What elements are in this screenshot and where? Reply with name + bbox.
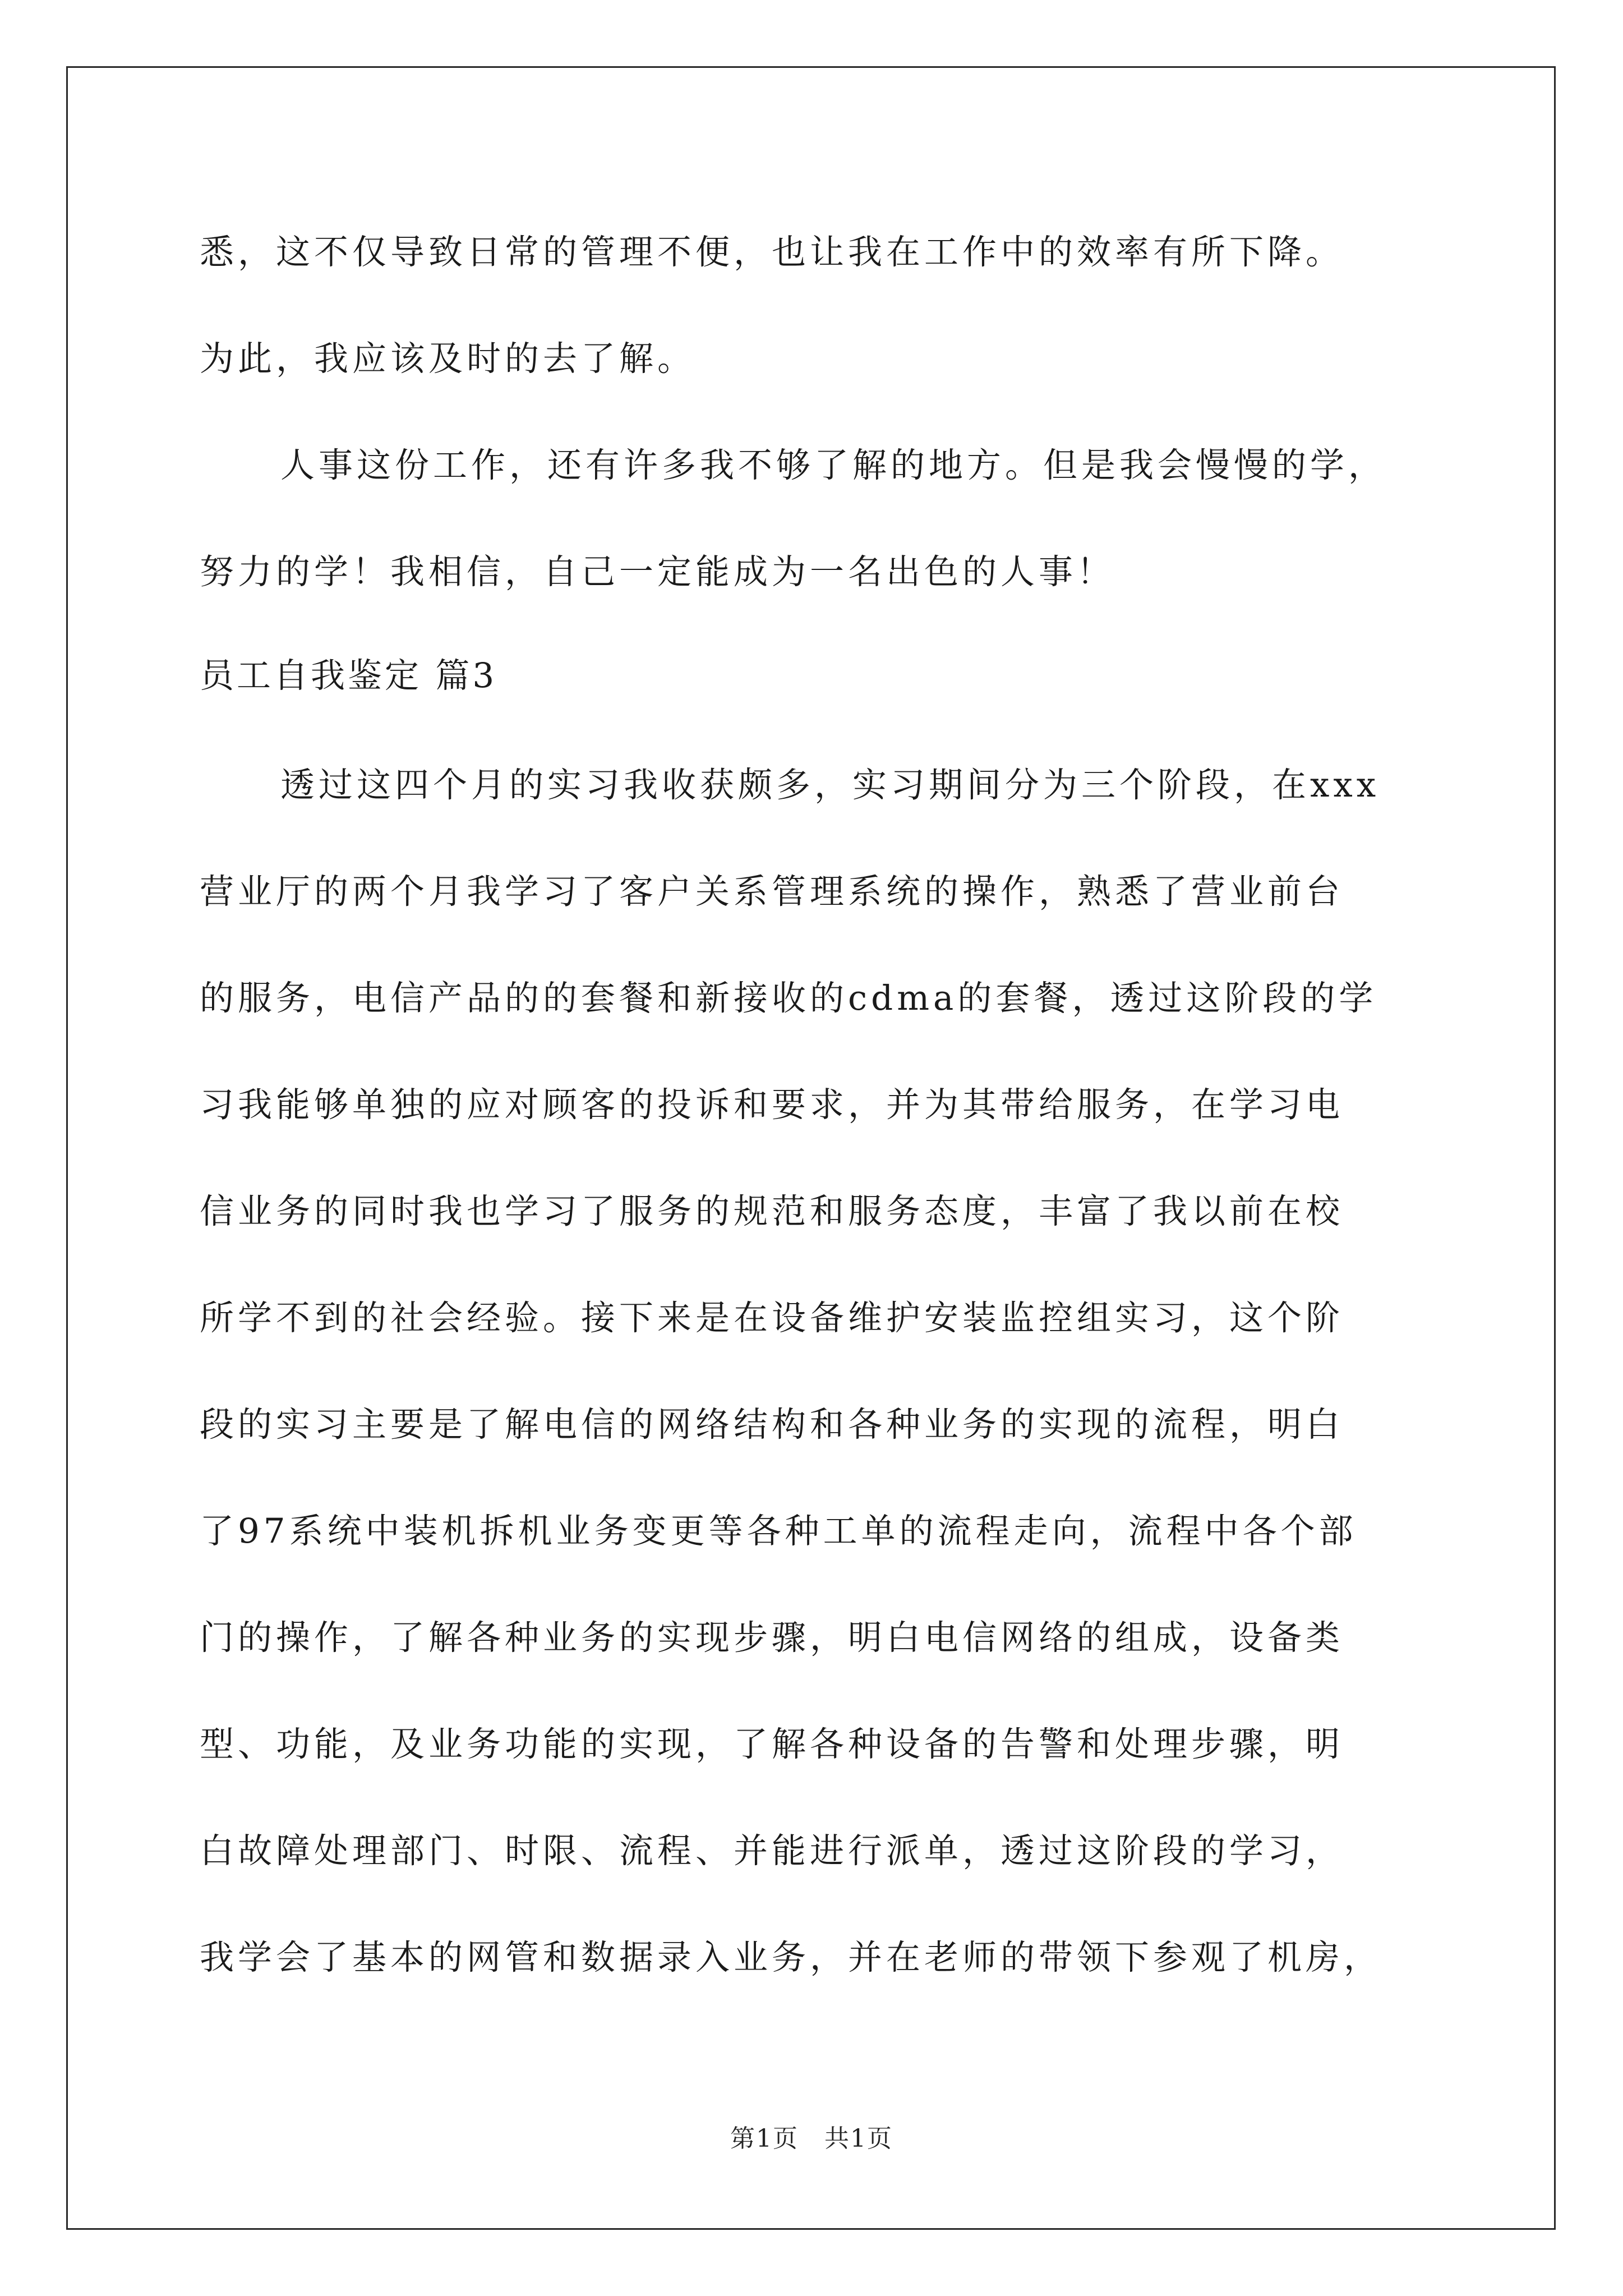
text-line-11: 所学不到的社会经验。接下来是在设备维护安装监控组实习，这个阶 — [200, 1298, 1344, 1338]
text-line-14: 门的操作，了解各种业务的实现步骤，明白电信网络的组成，设备类 — [200, 1618, 1344, 1658]
text-line-17: 我学会了基本的网管和数据录入业务，并在老师的带领下参观了机房， — [200, 1938, 1382, 1977]
text-line-8: 的服务，电信产品的的套餐和新接收的cdma的套餐，透过这阶段的学 — [200, 978, 1377, 1018]
text-line-2: 为此，我应该及时的去了解。 — [200, 339, 696, 379]
text-line-7: 营业厅的两个月我学习了客户关系管理系统的操作，熟悉了营业前台 — [200, 872, 1344, 912]
text-line-15: 型、功能，及业务功能的实现，了解各种设备的告警和处理步骤，明 — [200, 1724, 1344, 1764]
text-line-9: 习我能够单独的应对顾客的投诉和要求，并为其带给服务，在学习电 — [200, 1085, 1344, 1125]
text-line-1: 悉，这不仅导致日常的管理不便，也让我在工作中的效率有所下降。 — [200, 232, 1344, 272]
text-line-6: 透过这四个月的实习我收获颇多，实习期间分为三个阶段，在xxx — [280, 765, 1380, 805]
text-line-10: 信业务的同时我也学习了服务的规范和服务态度，丰富了我以前在校 — [200, 1191, 1344, 1231]
text-line-13: 了97系统中装机拆机业务变更等各种工单的流程走向，流程中各个部 — [200, 1511, 1357, 1551]
text-line-4: 努力的学！我相信，自己一定能成为一名出色的人事！ — [200, 552, 1115, 592]
text-line-3: 人事这份工作，还有许多我不够了解的地方。但是我会慢慢的学， — [280, 445, 1387, 485]
page-number-footer: 第1页 共1页 — [730, 2124, 893, 2153]
text-line-12: 段的实习主要是了解电信的网络结构和各种业务的实现的流程，明白 — [200, 1405, 1344, 1444]
section-heading: 员工自我鉴定 篇3 — [200, 656, 497, 696]
text-line-16: 白故障处理部门、时限、流程、并能进行派单，透过这阶段的学习， — [200, 1831, 1344, 1871]
page-border — [66, 66, 1556, 2230]
